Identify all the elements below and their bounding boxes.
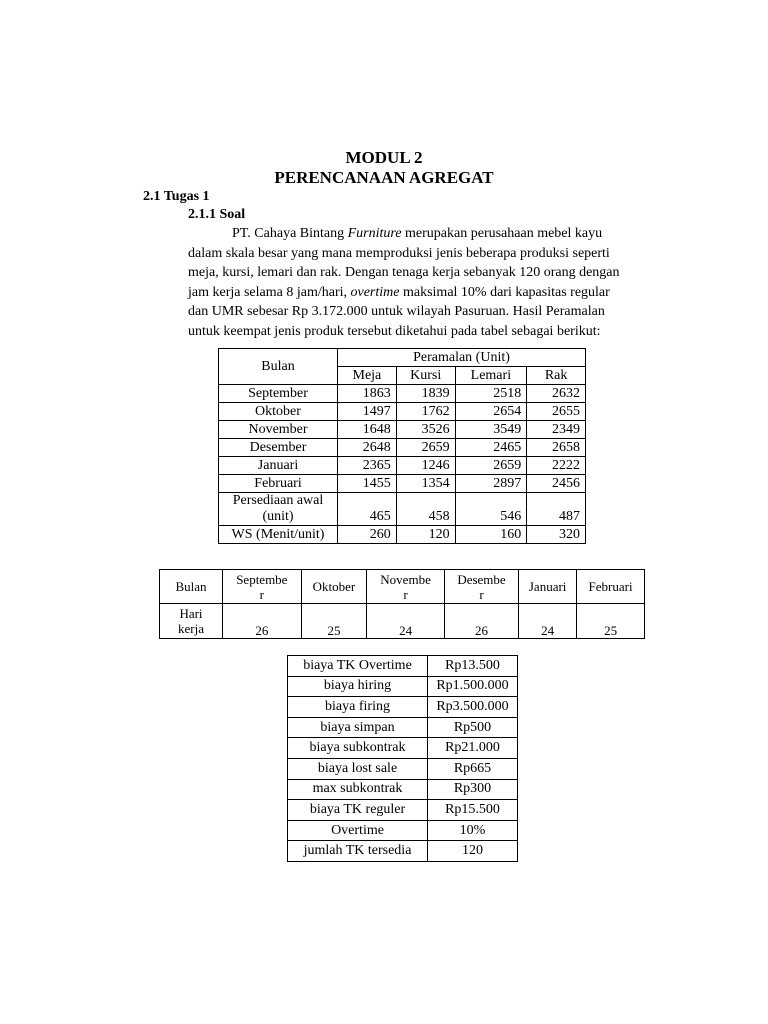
value-cell: 1839 <box>396 385 455 403</box>
table-row <box>219 457 586 475</box>
value-cell: 2648 <box>338 439 397 457</box>
value-cell: 1863 <box>338 385 397 403</box>
paragraph-line: PT. Cahaya Bintang Furniture merupakan perusahaan mebel kayu <box>232 226 603 241</box>
value-cell: 1648 <box>338 421 397 439</box>
table-row <box>219 385 586 403</box>
cost-label: biaya firing <box>288 697 428 718</box>
cost-value: Rp1.500.000 <box>428 676 518 697</box>
value-cell: 24 <box>519 604 577 639</box>
paragraph-line: untuk keempat jenis produk tersebut diketahui pada tabel sebagai berikut: <box>188 323 601 339</box>
header-peramalan: Peramalan (Unit) <box>338 349 586 367</box>
table-row <box>219 475 586 493</box>
table-row <box>288 738 518 759</box>
table-row <box>288 676 518 697</box>
header-bulan: Bulan <box>219 349 338 385</box>
value-cell: 2518 <box>455 385 527 403</box>
table-row <box>219 493 586 526</box>
problem-paragraph <box>188 224 658 341</box>
month-header: Februari <box>577 570 645 604</box>
month-cell: Desember <box>219 439 338 457</box>
cost-label: max subkontrak <box>288 779 428 800</box>
value-cell: 2632 <box>527 385 586 403</box>
month-cell: September <box>219 385 338 403</box>
value-cell: 1455 <box>338 475 397 493</box>
table-row <box>219 421 586 439</box>
header-product: Kursi <box>396 367 455 385</box>
table-row <box>288 820 518 841</box>
value-cell: 25 <box>301 604 367 639</box>
table-row <box>288 800 518 821</box>
month-cell: November <box>219 421 338 439</box>
month-cell: Oktober <box>219 403 338 421</box>
value-cell: 465 <box>338 493 397 526</box>
month-cell: Januari <box>219 457 338 475</box>
value-cell: 25 <box>577 604 645 639</box>
table-row <box>219 403 586 421</box>
table-row <box>288 717 518 738</box>
ws-label: WS (Menit/unit) <box>219 526 338 544</box>
header-bulan: Bulan <box>160 570 223 604</box>
cost-label: Overtime <box>288 820 428 841</box>
value-cell: 24 <box>367 604 445 639</box>
cost-label: biaya subkontrak <box>288 738 428 759</box>
cost-value: 120 <box>428 841 518 862</box>
cost-label: biaya TK Overtime <box>288 656 428 677</box>
value-cell: 3549 <box>455 421 527 439</box>
subsection-heading: 2.1.1 Soal <box>188 207 246 222</box>
value-cell: 2654 <box>455 403 527 421</box>
month-header: Novembe r <box>367 570 445 604</box>
module-subtitle: PERENCANAAN AGREGAT <box>274 168 494 187</box>
value-cell: 2655 <box>527 403 586 421</box>
value-cell: 2897 <box>455 475 527 493</box>
cost-table <box>287 655 518 862</box>
cost-label: jumlah TK tersedia <box>288 841 428 862</box>
paragraph-line: dan UMR sebesar Rp 3.172.000 untuk wilayah Pasuruan. Hasil Peramalan <box>188 304 605 319</box>
cost-value: Rp300 <box>428 779 518 800</box>
value-cell: 2349 <box>527 421 586 439</box>
row-label: Hari kerja <box>160 604 223 639</box>
value-cell: 2456 <box>527 475 586 493</box>
value-cell: 2659 <box>396 439 455 457</box>
value-cell: 1246 <box>396 457 455 475</box>
value-cell: 320 <box>527 526 586 544</box>
value-cell: 1497 <box>338 403 397 421</box>
cost-value: Rp665 <box>428 758 518 779</box>
cost-label: biaya simpan <box>288 717 428 738</box>
cost-label: biaya hiring <box>288 676 428 697</box>
value-cell: 260 <box>338 526 397 544</box>
value-cell: 2659 <box>455 457 527 475</box>
paragraph-line: meja, kursi, lemari dan rak. Dengan tenaga kerja sebanyak 120 orang dengan <box>188 265 620 280</box>
value-cell: 2365 <box>338 457 397 475</box>
month-header: Oktober <box>301 570 367 604</box>
value-cell: 1762 <box>396 403 455 421</box>
header-product: Lemari <box>455 367 527 385</box>
cost-value: Rp15.500 <box>428 800 518 821</box>
table-row <box>288 779 518 800</box>
cost-value: Rp13.500 <box>428 656 518 677</box>
paragraph-line: dalam skala besar yang mana memproduksi jenis beberapa produksi seperti <box>188 245 610 261</box>
value-cell: 2465 <box>455 439 527 457</box>
table-row <box>288 841 518 862</box>
cost-label: biaya lost sale <box>288 758 428 779</box>
value-cell: 487 <box>527 493 586 526</box>
table-row <box>219 526 586 544</box>
month-header: Januari <box>519 570 577 604</box>
persediaan-label: Persediaan awal (unit) <box>219 493 338 526</box>
module-title: MODUL 2 <box>345 148 423 167</box>
month-header: Desembe r <box>444 570 518 604</box>
value-cell: 3526 <box>396 421 455 439</box>
month-header: Septembe r <box>223 570 302 604</box>
forecast-table <box>218 348 586 544</box>
value-cell: 2658 <box>527 439 586 457</box>
cost-value: Rp21.000 <box>428 738 518 759</box>
value-cell: 2222 <box>527 457 586 475</box>
table-row <box>288 656 518 677</box>
cost-label: biaya TK reguler <box>288 800 428 821</box>
value-cell: 26 <box>444 604 518 639</box>
value-cell: 26 <box>223 604 302 639</box>
table-row <box>288 697 518 718</box>
value-cell: 458 <box>396 493 455 526</box>
section-heading: 2.1 Tugas 1 <box>143 189 210 204</box>
table-row <box>160 604 645 639</box>
header-product: Rak <box>527 367 586 385</box>
value-cell: 160 <box>455 526 527 544</box>
value-cell: 546 <box>455 493 527 526</box>
month-cell: Februari <box>219 475 338 493</box>
cost-value: Rp3.500.000 <box>428 697 518 718</box>
value-cell: 120 <box>396 526 455 544</box>
cost-value: Rp500 <box>428 717 518 738</box>
table-row <box>288 758 518 779</box>
header-product: Meja <box>338 367 397 385</box>
paragraph-line: jam kerja selama 8 jam/hari, overtime maksimal 10% dari kapasitas regular <box>188 284 610 300</box>
cost-value: 10% <box>428 820 518 841</box>
value-cell: 1354 <box>396 475 455 493</box>
table-row <box>219 439 586 457</box>
working-days-table <box>159 569 645 639</box>
